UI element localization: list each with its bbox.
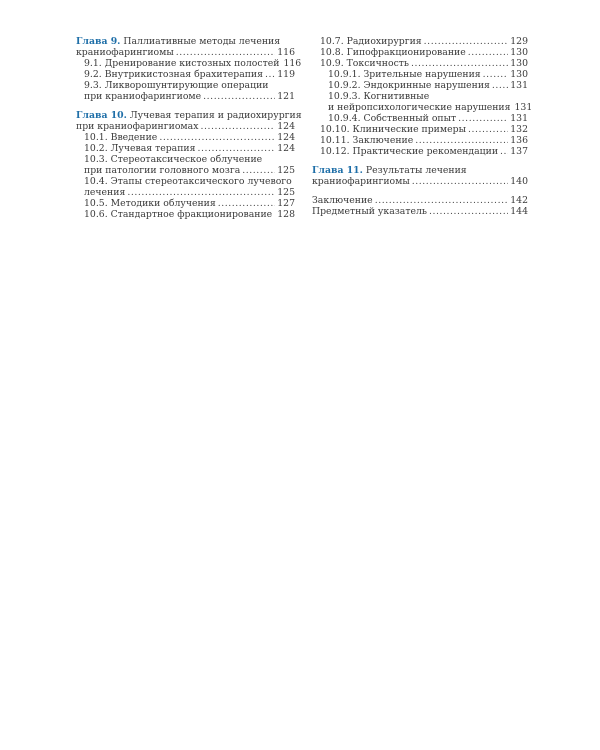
toc-leader-dots [415, 135, 508, 146]
toc-entry-text: при патологии головного мозга [84, 165, 241, 176]
toc-entry-text: при краниофарингиомах [76, 121, 199, 132]
chapter-label: Глава 11. [312, 165, 363, 176]
toc-entry-line [76, 176, 295, 187]
toc-entry [76, 47, 295, 58]
chapter-label: Глава 10. [76, 110, 127, 121]
toc-entry-text: 10.12. Практические рекомендации [320, 146, 499, 157]
toc-spacer [76, 102, 295, 110]
toc-page-number: 124 [277, 143, 295, 154]
toc-entry [312, 195, 528, 206]
chapter-title: Паллиативные методы лечения [123, 36, 281, 47]
toc-entry-text: 10.3. Стереотаксическое облучение [84, 154, 263, 165]
toc-entry [76, 91, 295, 102]
toc-page-number: 137 [510, 146, 528, 157]
toc-spacer [312, 187, 528, 195]
toc-page-number: 142 [510, 195, 528, 206]
toc-page-number: 140 [510, 176, 528, 187]
chapter-label: Глава 9. [76, 36, 121, 47]
toc-entry-line [312, 91, 528, 102]
toc-right-column [312, 36, 533, 217]
toc-leader-dots [424, 36, 509, 47]
toc-entry [312, 146, 528, 157]
toc-page-number: 131 [510, 80, 528, 91]
toc-entry-text: лечения [84, 187, 126, 198]
toc-entry [312, 36, 528, 47]
toc-leader-dots [218, 198, 276, 209]
toc-page-number: 119 [277, 69, 295, 80]
toc-entry-text: 10.2. Лучевая терапия [84, 143, 196, 154]
toc-page-number: 125 [277, 187, 295, 198]
toc-entry [312, 47, 528, 58]
toc-leader-dots [265, 69, 275, 80]
toc-entry [312, 113, 528, 124]
toc-chapter-heading [312, 165, 528, 176]
toc-page-number: 116 [283, 58, 302, 69]
toc-entry [312, 124, 528, 135]
chapter-title: Лучевая терапия и радиохирургия [129, 110, 302, 121]
toc-entry [76, 187, 295, 198]
toc-leader-dots [274, 209, 275, 220]
toc-entry [76, 121, 295, 132]
toc-leader-dots [412, 176, 508, 187]
toc-entry-text: 10.4. Этапы стереотаксического лучевого [84, 176, 292, 187]
toc-leader-dots [375, 195, 509, 206]
toc-entry-text: Заключение [312, 195, 373, 206]
toc-left-column [76, 36, 302, 220]
toc-page-number: 144 [510, 206, 528, 217]
toc-leader-dots [500, 146, 508, 157]
toc-entry [312, 80, 528, 91]
toc-leader-dots [176, 47, 275, 58]
toc-entry [312, 206, 528, 217]
toc-entry [76, 132, 295, 143]
toc-entry-text: 10.5. Методики облучения [84, 198, 216, 209]
toc-chapter-heading [76, 110, 302, 121]
toc-page-number: 121 [277, 91, 295, 102]
toc-leader-dots [197, 143, 275, 154]
toc-entry [76, 58, 302, 69]
toc-entry-text: 10.9.1. Зрительные нарушения [328, 69, 481, 80]
toc-entry-text: 10.7. Радиохирургия [320, 36, 422, 47]
toc-entry-text: 10.9.3. Когнитивные [328, 91, 430, 102]
toc-entry-text: 9.2. Внутрикистозная брахитерапия [84, 69, 263, 80]
toc-spacer [312, 157, 528, 165]
toc-page-number: 128 [277, 209, 295, 220]
toc-entry [312, 102, 533, 113]
toc-leader-dots [492, 80, 508, 91]
toc-page-number: 136 [510, 135, 528, 146]
toc-entry-text: 10.11. Заключение [320, 135, 414, 146]
toc-leader-dots [159, 132, 275, 143]
toc-entry-text: 9.1. Дренирование кистозных полостей [84, 58, 280, 69]
toc-page-number: 131 [514, 102, 533, 113]
toc-leader-dots [127, 187, 275, 198]
toc-entry-text: и нейропсихологические нарушения [328, 102, 511, 113]
toc-entry [76, 198, 295, 209]
toc-entry-text: 10.9.4. Собственный опыт [328, 113, 457, 124]
toc-entry-text: краниофарингиомы [312, 176, 410, 187]
toc-leader-dots [468, 47, 509, 58]
toc-entry-text: 10.9.2. Эндокринные нарушения [328, 80, 490, 91]
toc-entry [312, 69, 528, 80]
toc-entry-text: 10.10. Клинические примеры [320, 124, 466, 135]
toc-entry [76, 209, 295, 220]
toc-page-number: 124 [277, 132, 295, 143]
toc-entry [76, 143, 295, 154]
toc-entry [312, 135, 528, 146]
toc-leader-dots [242, 165, 275, 176]
toc-entry-text: 10.9. Токсичность [320, 58, 409, 69]
toc-entry-text: 10.8. Гипофракционирование [320, 47, 466, 58]
toc-leader-dots [429, 206, 508, 217]
toc-leader-dots [203, 91, 275, 102]
toc-entry-line [76, 80, 295, 91]
toc-entry [76, 165, 295, 176]
toc-page-number: 116 [277, 47, 295, 58]
toc-page-number: 130 [510, 47, 528, 58]
toc-page-number: 131 [510, 113, 528, 124]
chapter-title: Результаты лечения [365, 165, 467, 176]
toc-page-number: 132 [510, 124, 528, 135]
toc-entry-line [76, 154, 295, 165]
toc-entry [312, 58, 528, 69]
toc-page-number: 130 [510, 58, 528, 69]
toc-entry-text: краниофарингиомы [76, 47, 174, 58]
toc-entry-text: Предметный указатель [312, 206, 427, 217]
toc-page-number: 125 [277, 165, 295, 176]
toc-leader-dots [458, 113, 508, 124]
toc-page-number: 130 [510, 69, 528, 80]
toc-chapter-heading [76, 36, 295, 47]
toc-leader-dots [468, 124, 508, 135]
toc-page-number: 129 [510, 36, 528, 47]
toc-entry [76, 69, 295, 80]
toc-entry-text: 10.1. Введение [84, 132, 158, 143]
toc-entry-text: 10.6. Стандартное фракционирование [84, 209, 273, 220]
toc-leader-dots [411, 58, 508, 69]
toc-page-number: 124 [277, 121, 295, 132]
toc-entry-text: при краниофарингиоме [84, 91, 202, 102]
toc-page-number: 127 [277, 198, 295, 209]
toc-leader-dots [483, 69, 509, 80]
toc-leader-dots [200, 121, 275, 132]
toc-entry [312, 176, 528, 187]
toc-entry-text: 9.3. Ликворошунтирующие операции [84, 80, 269, 91]
